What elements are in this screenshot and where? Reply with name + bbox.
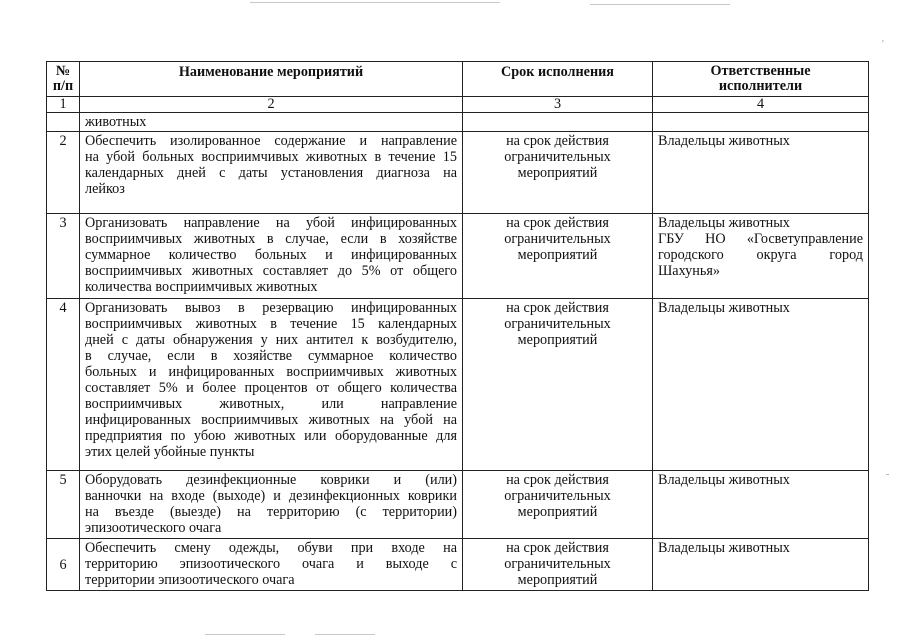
term-line: на срок действия	[506, 540, 609, 556]
description-line: Организовать вывоз в резервацию инфицированных	[85, 300, 457, 316]
table-row	[47, 132, 869, 214]
description-line: ванночки на входе (выходе) и дезинфекционных коврики	[85, 488, 457, 504]
term-line: ограничительных	[504, 231, 611, 247]
table-row	[47, 471, 869, 539]
row-number: 2	[47, 132, 80, 214]
execution-term	[463, 132, 653, 214]
description-line: инфицированных восприимчивых животных на убой на	[85, 412, 457, 428]
responsible-party	[653, 299, 869, 471]
margin-tick: -	[886, 469, 890, 480]
row-number: 3	[47, 214, 80, 299]
term-line: ограничительных	[504, 488, 611, 504]
description-line: лейкоз	[85, 181, 125, 197]
responsible-party	[653, 132, 869, 214]
description-line: Организовать направление на убой инфицированных	[85, 215, 457, 231]
measure-description	[80, 132, 463, 214]
description-line: эпизоотического очага	[85, 520, 222, 536]
responsible-line: Владельцы животных	[658, 540, 790, 556]
responsible-line: городского округа город	[658, 247, 863, 263]
row-number: 6	[47, 539, 80, 591]
continuation-text: животных	[80, 113, 463, 132]
margin-tick: '	[882, 39, 884, 50]
description-line: восприимчивых животных составляет до 5% от общего	[85, 263, 457, 279]
measure-description	[80, 539, 463, 591]
description-line: территорию эпизоотического очага и выходе с	[85, 556, 457, 572]
responsible-party	[653, 471, 869, 539]
responsible-party	[653, 214, 869, 299]
term-line: на срок действия	[506, 472, 609, 488]
responsible-line: Владельцы животных	[658, 215, 790, 231]
description-line: восприимчивых животных, или направление	[85, 396, 457, 412]
responsible-line: ГБУ НО «Госветуправление	[658, 231, 863, 247]
description-line: составляет 5% и более процентов от общего количества	[85, 380, 457, 396]
description-line: Оборудовать дезинфекционные коврики и (или)	[85, 472, 457, 488]
scan-artifact-top-right	[590, 4, 730, 5]
responsible-party	[653, 539, 869, 591]
description-line: восприимчивых животных в случае, если в хозяйстве	[85, 231, 457, 247]
term-line: ограничительных	[504, 149, 611, 165]
column-index: 3	[463, 97, 653, 113]
header-num: № п/п	[47, 62, 80, 97]
execution-term	[463, 471, 653, 539]
term-line: на срок действия	[506, 215, 609, 231]
header-name: Наименование мероприятий	[80, 62, 463, 97]
row-number: 4	[47, 299, 80, 471]
description-line: этих целей убойные пункты	[85, 444, 255, 460]
responsible-line: Владельцы животных	[658, 472, 790, 488]
execution-term	[463, 299, 653, 471]
description-line: Обеспечить изолированное содержание и направление	[85, 133, 457, 149]
description-line: восприимчивых животных в течение 15 календарных	[85, 316, 457, 332]
responsible-line: Владельцы животных	[658, 133, 790, 149]
term-line: ограничительных	[504, 556, 611, 572]
term-line: мероприятий	[517, 165, 598, 181]
table-row	[47, 539, 869, 591]
description-line: на въезде (выезде) на территорию (с территории)	[85, 504, 457, 520]
column-index-row	[47, 97, 869, 113]
column-index: 4	[653, 97, 869, 113]
measures-table	[46, 61, 869, 591]
description-line: дней с даты обнаружения у них антител к возбудителю,	[85, 332, 457, 348]
header-row	[47, 62, 869, 97]
column-index: 1	[47, 97, 80, 113]
table-row	[47, 299, 869, 471]
measure-description	[80, 214, 463, 299]
scan-artifact-bottom-right	[315, 634, 375, 635]
description-line: календарных дней с даты установления диагноза на	[85, 165, 457, 181]
column-index: 2	[80, 97, 463, 113]
term-line: мероприятий	[517, 332, 598, 348]
term-line: мероприятий	[517, 247, 598, 263]
description-line: на убой больных восприимчивых животных в течение 15	[85, 149, 457, 165]
execution-term	[463, 539, 653, 591]
description-line: больных и инфицированных восприимчивых животных	[85, 364, 457, 380]
description-line: предприятия по убою животных или оборудованные для	[85, 428, 457, 444]
header-resp: Ответственные исполнители	[653, 62, 869, 97]
scan-artifact-bottom	[205, 634, 285, 635]
responsible-line: Шахунья»	[658, 263, 720, 279]
description-line: количества восприимчивых животных	[85, 279, 318, 295]
description-line: Обеспечить смену одежды, обуви при входе на	[85, 540, 457, 556]
term-line: мероприятий	[517, 572, 598, 588]
table-row	[47, 214, 869, 299]
description-line: в случае, если в хозяйстве суммарное количество	[85, 348, 457, 364]
header-term: Срок исполнения	[463, 62, 653, 97]
description-line: суммарное количество больных и инфицированных	[85, 247, 457, 263]
term-line: мероприятий	[517, 504, 598, 520]
term-line: ограничительных	[504, 316, 611, 332]
measure-description	[80, 471, 463, 539]
measure-description	[80, 299, 463, 471]
responsible-line: Владельцы животных	[658, 300, 790, 316]
description-line: территории эпизоотического очага	[85, 572, 295, 588]
term-line: на срок действия	[506, 300, 609, 316]
row-number: 5	[47, 471, 80, 539]
scan-artifact-top	[250, 2, 500, 3]
term-line: на срок действия	[506, 133, 609, 149]
execution-term	[463, 214, 653, 299]
continuation-row	[47, 113, 869, 132]
